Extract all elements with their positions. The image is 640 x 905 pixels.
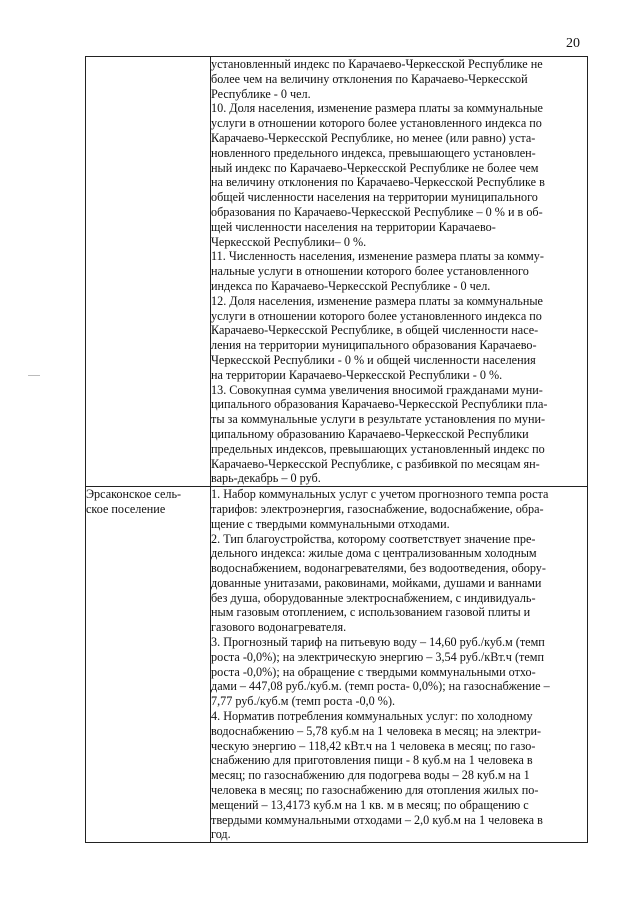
settlement-name-cell xyxy=(86,57,211,487)
indicator-paragraph: 4. Норматив потребления коммунальных услуг: по холодному водоснабжению – 5,78 куб.м на 1 человека в месяц; на электри- ческую энергию – 118,42 кВт.ч на 1 человека в месяц; по газо- снабжению для приготовления пищи - 8 куб.м на 1 человека в месяц; по газоснабжению для подогрева воды – 28 куб.м на 1 человека в месяц; по газоснабжению для отопления жилых по- мещений – 13,4173 куб.м на 1 кв. м в месяц; по обращению с твердыми коммунальными отходами – 2,0 куб.м на 1 человека в год. xyxy=(211,709,543,842)
indicators-cell xyxy=(211,487,588,843)
settlement-name: Эрсаконское сель- ское поселение xyxy=(86,487,182,516)
indicator-paragraph: 10. Доля населения, изменение размера платы за коммунальные услуги в отношении которого более установленного индекса по Карачаево-Черкесской Республике, но менее (или равно) уста- новленного предельного индекса, превышающего установлен- ный индекс по Карачаево-Черкесской Республике не более чем на величину отклонения по Карачаево-Черкесской Республике в общей численности населения на территории муниципального образования по Карачаево-Черкесской Республике – 0 % и в об- щей численности населения на территории Карачаево- Черкесской Республики– 0 %. xyxy=(211,101,545,249)
page-number: 20 xyxy=(566,36,580,51)
indicator-paragraph: 11. Численность населения, изменение размера платы за комму- нальные услуги в отношении которого более установленного индекса по Карачаево-Черкесской Республике - 0 чел. xyxy=(211,249,544,293)
table-row xyxy=(86,57,588,487)
table-row xyxy=(86,487,588,843)
margin-mark xyxy=(28,375,40,376)
settlement-table xyxy=(85,56,588,843)
settlement-name-cell xyxy=(86,487,211,843)
indicator-paragraph: 1. Набор коммунальных услуг с учетом прогнозного темпа роста тарифов: электроэнергия, газоснабжение, водоснабжение, обра- щение с твердыми коммунальными отходами. xyxy=(211,487,549,531)
indicators-cell xyxy=(211,57,588,487)
indicator-paragraph: установленный индекс по Карачаево-Черкесской Республике не более чем на величину отклонения по Карачаево-Черкесской Республике - 0 чел. xyxy=(211,57,543,101)
indicator-paragraph: 12. Доля населения, изменение размера платы за коммунальные услуги в отношении которого более установленного индекса по Карачаево-Черкесской Республике, в общей численности насе- ления на территории муниципального образования Карачаево- Черкесской Республики - 0 % и общей численности населения на территории Карачаево-Черкесской Республики - 0 %. xyxy=(211,293,543,382)
indicator-paragraph: 2. Тип благоустройства, которому соответствует значение пре- дельного индекса: жилые дома с централизованным холодным водоснабжением, водонагревателями, без водоотведения, обору- дованные унитазами, раковинами, мойками, душами и ваннами без душа, оборудованные электроснабжением, с индивидуаль- ным газовым отоплением, с использованием газовой плиты и газового водонагревателя. xyxy=(211,531,546,635)
indicator-paragraph: 3. Прогнозный тариф на питьевую воду – 14,60 руб./куб.м (темп роста -0,0%); на электрическую энергию – 3,54 руб./кВт.ч (темп роста -0,0%); на обращение с твердыми коммунальными отхо- дами – 447,08 руб./куб.м. (темп роста- 0,0%); на газоснабжение – 7,77 руб./куб.м (темп роста -0,0 %). xyxy=(211,635,550,709)
indicator-paragraph: 13. Совокупная сумма увеличения вносимой гражданами муни- ципального образования Карачаево-Черкесской Республики пла- ты за коммунальные услуги в результате установления по муни- ципальному образованию Карачаево-Черкесской Республики предельных индексов, превышающих установленный индекс по Карачаево-Черкесской Республике, с разбивкой по месяцам ян- варь-декабрь – 0 руб. xyxy=(211,382,548,486)
